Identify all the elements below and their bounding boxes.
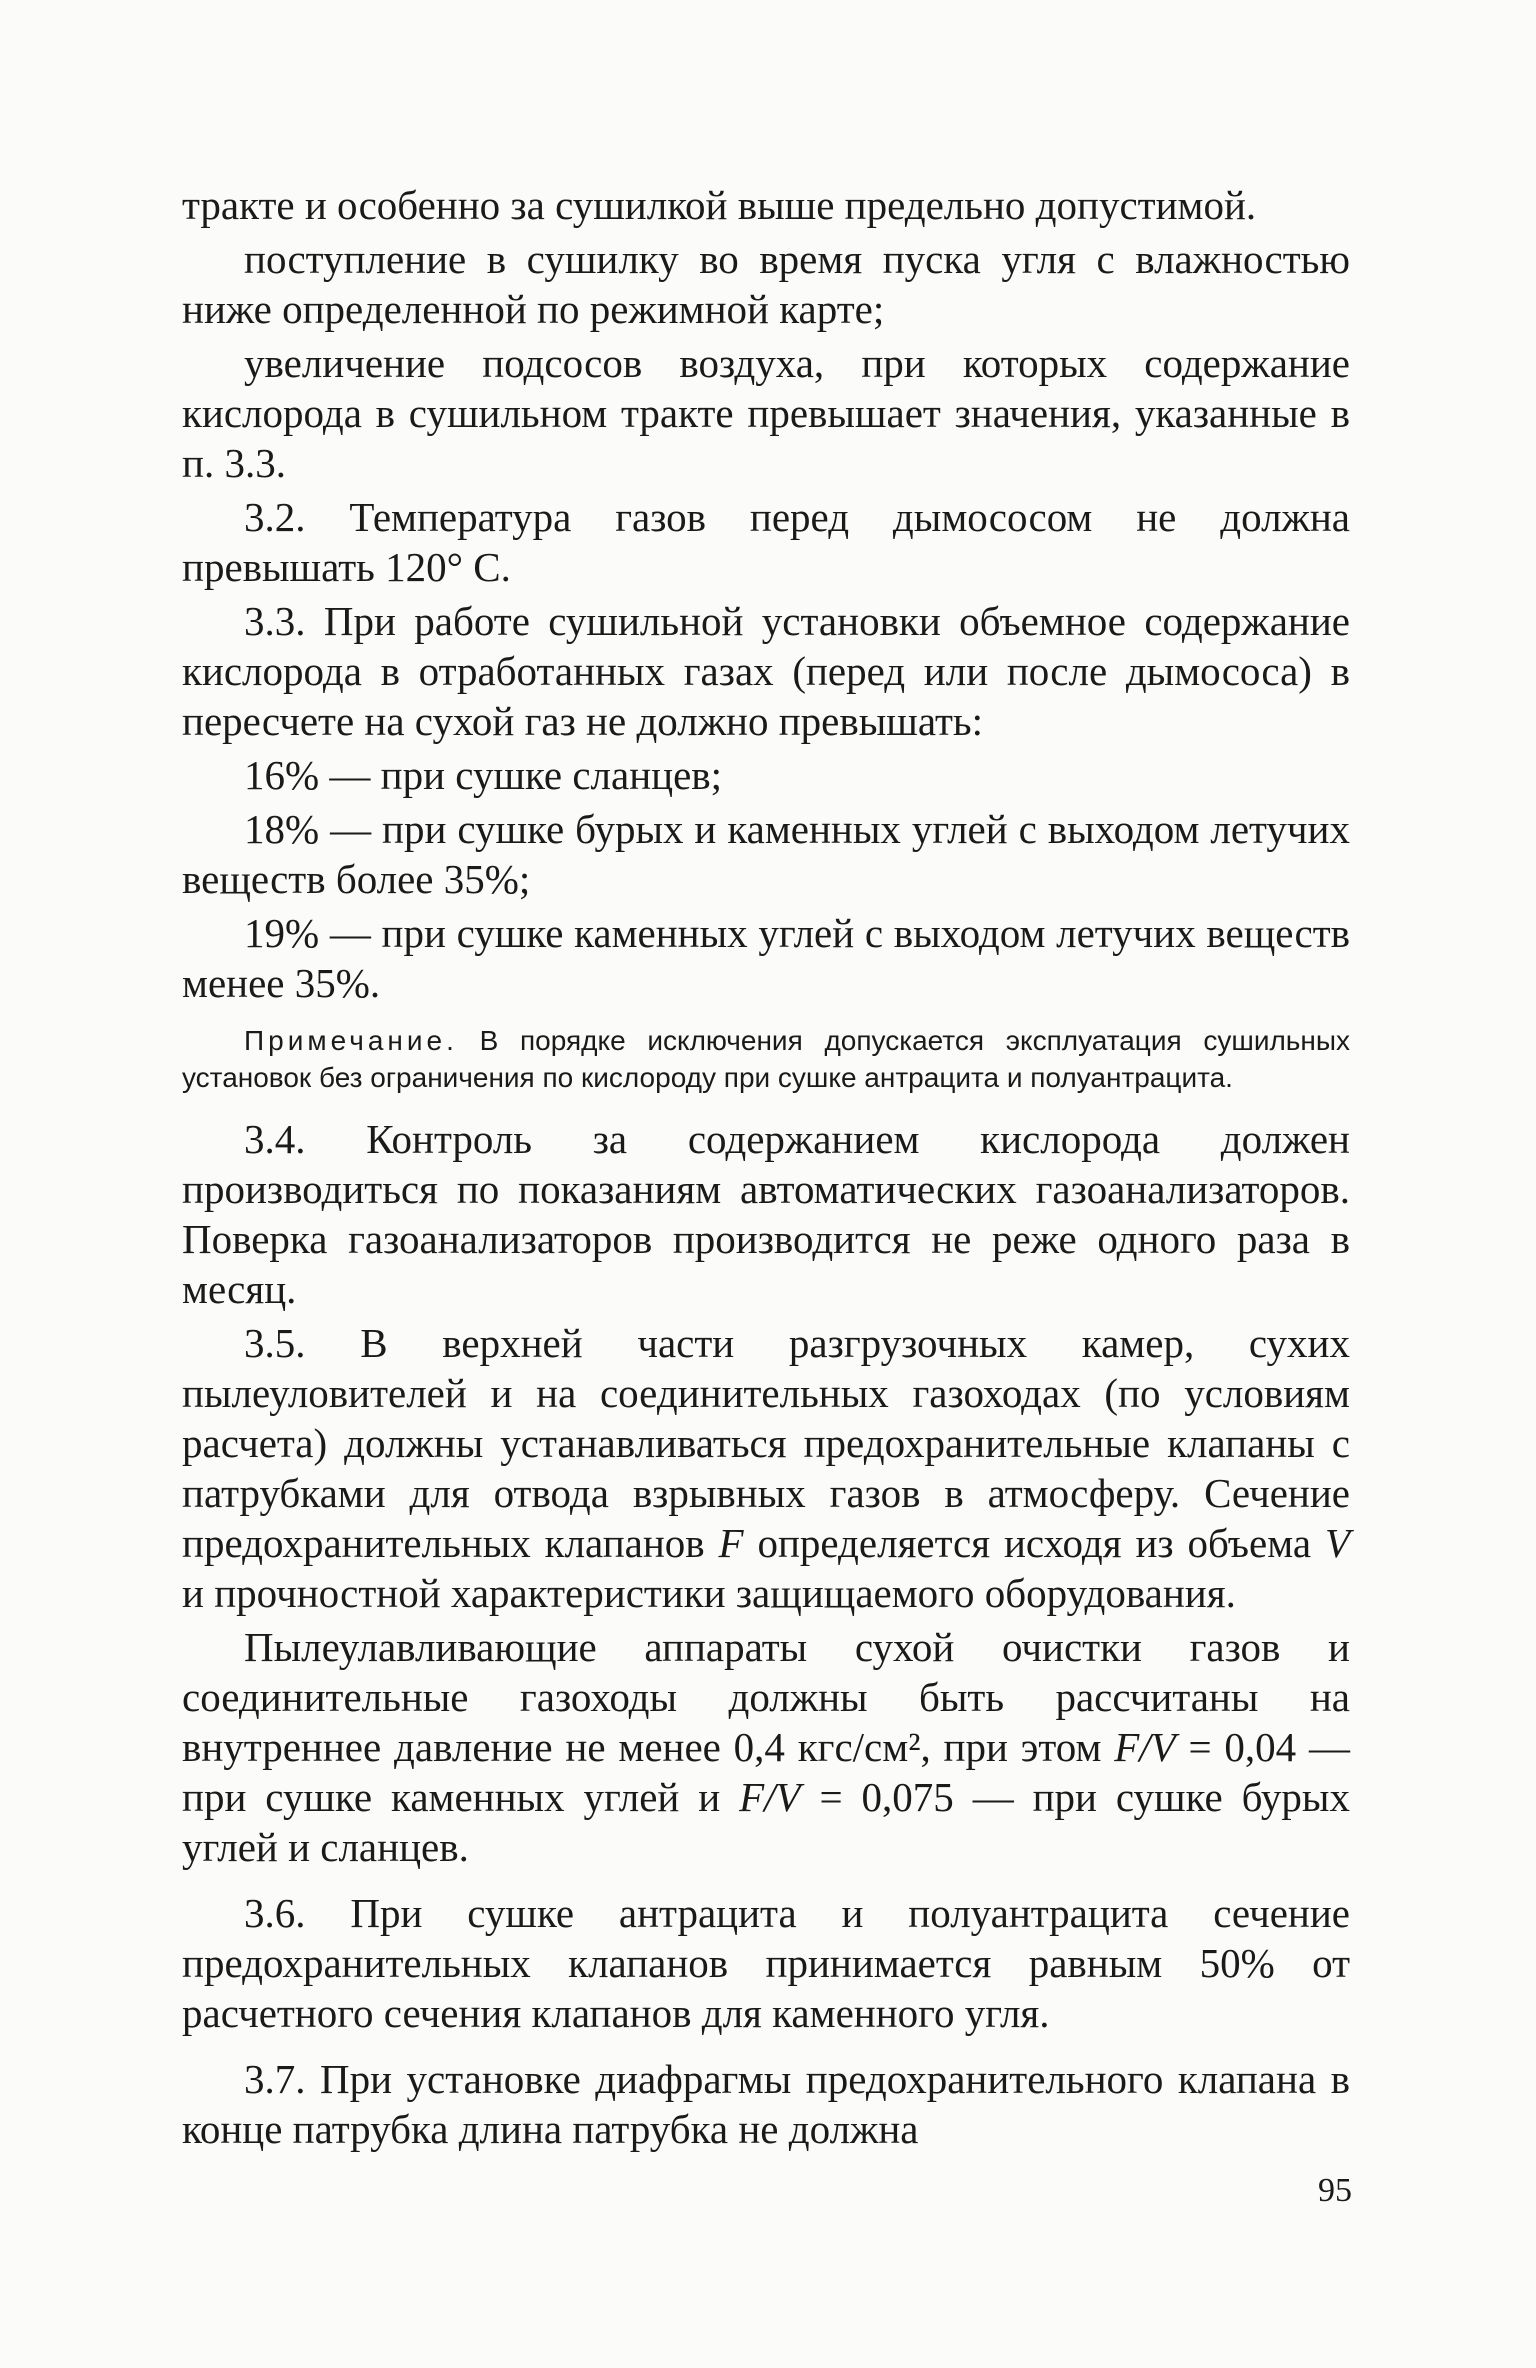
note-text: В порядке исключения допускается эксплуатация сушильных установок без ограничения по кислороду при сушке антрацита и полуантрацита. <box>182 1025 1350 1093</box>
section-3-3: 3.3. При работе сушильной установки объемное содержание кислорода в отработанных газах (перед или после дымососа) в пересчете на сухой газ не должно превышать: <box>182 598 1350 744</box>
list-item-air-leakage: увеличение подсосов воздуха, при которых содержание кислорода в сушильном тракте превышает значения, указанные в п. 3.3. <box>182 340 1350 486</box>
pressure-requirement <box>182 1622 1350 1872</box>
section-3-5-part1: 3.5. В верхней части разгрузочных камер, сухих пылеуловителей и на соединительных газоходах (по условиям расчета) должны устанавливаться предохранительные клапаны с патрубками для отвода взрывных газов в атмосферу. Сечение предохранительных клапанов <box>182 1320 1350 1566</box>
oxygen-limit-shale: 16% — при сушке сланцев; <box>244 752 723 798</box>
oxygen-limit-hard-coal: 19% — при сушке каменных углей с выходом летучих веществ менее 35%. <box>182 910 1350 1006</box>
paragraph-continued: тракте и особенно за сушилкой выше предельно допустимой. <box>182 182 1257 228</box>
pressure-part1: Пылеулавливающие аппараты сухой очистки газов и соединительные газоходы должны быть рассчитаны на внутреннее давление не менее 0,4 кгс/см², при этом <box>182 1624 1350 1770</box>
section-3-5-part3: и прочностной характеристики защищаемого оборудования. <box>182 1570 1236 1616</box>
pressure-part3: = 0,075 — при сушке бурых углей и сланцев. <box>182 1774 1350 1870</box>
section-3-4: 3.4. Контроль за содержанием кислорода должен производиться по показаниям автоматических газоанализаторов. Поверка газоанализаторов производится не реже одного раза в месяц. <box>182 1116 1350 1312</box>
section-3-5 <box>182 1318 1350 1618</box>
note <box>182 1022 1350 1096</box>
section-3-7: 3.7. При установке диафрагмы предохранительного клапана в конце патрубка длина патрубка не должна <box>182 2056 1350 2152</box>
oxygen-limit-brown-coal: 18% — при сушке бурых и каменных углей с выходом летучих веществ более 35%; <box>182 806 1350 902</box>
note-label: Примечание. <box>244 1025 458 1056</box>
section-3-5-part2: определяется исходя из объема <box>743 1520 1325 1566</box>
symbol-V: V <box>1324 1520 1350 1566</box>
section-3-2: 3.2. Температура газов перед дымососом не должна превышать 120° С. <box>182 494 1350 590</box>
page-text <box>182 180 1350 2158</box>
list-item-moisture: поступление в сушилку во время пуска угля с влажностью ниже определенной по режимной карте; <box>182 236 1350 332</box>
symbol-F: F <box>718 1520 744 1566</box>
section-3-6: 3.6. При сушке антрацита и полуантрацита сечение предохранительных клапанов принимается равным 50% от расчетного сечения клапанов для каменного угля. <box>182 1890 1350 2036</box>
ratio-F-V-1: F/V <box>1114 1724 1176 1770</box>
ratio-F-V-2: F/V <box>739 1774 801 1820</box>
pressure-part2: = 0,04 — при сушке каменных углей и <box>182 1724 1350 1820</box>
page-number: 95 <box>1318 2172 1352 2209</box>
